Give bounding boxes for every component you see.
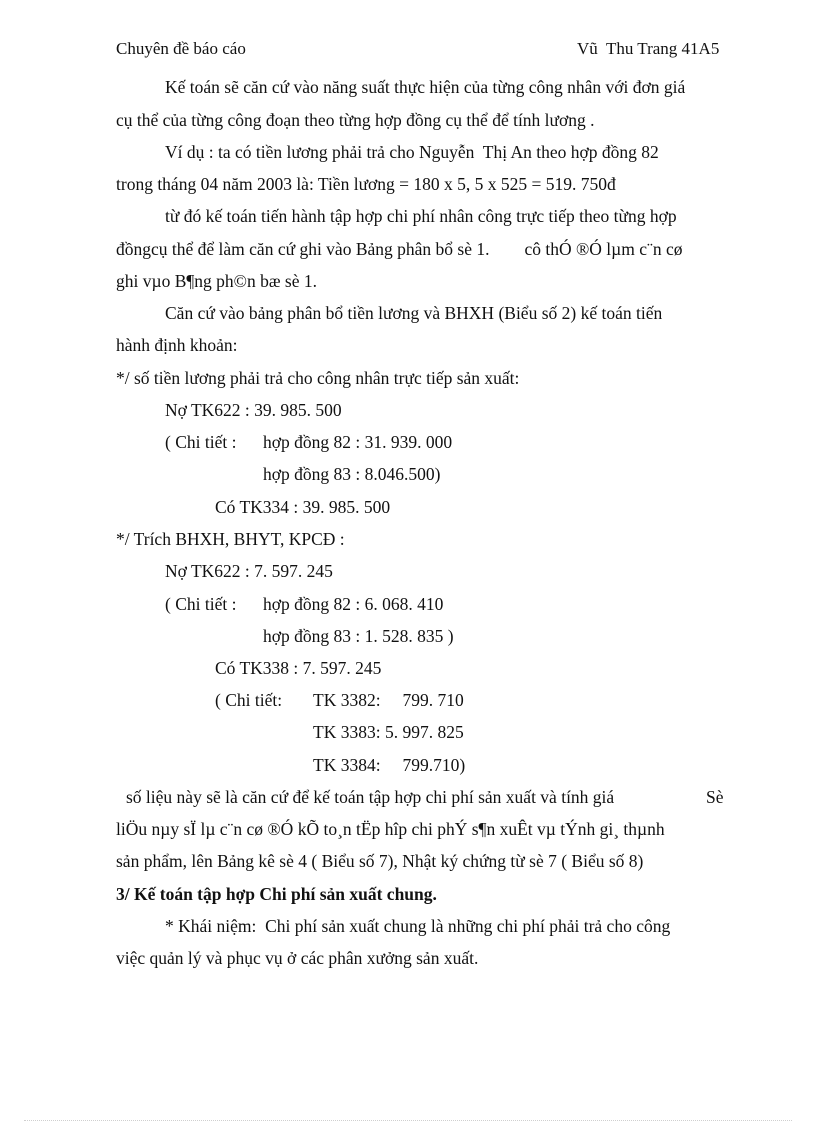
section-heading: 3/ Kế toán tập hợp Chi phí sản xuất chung. xyxy=(116,884,437,904)
paragraph-line: Ví dụ : ta có tiền lương phải trả cho Nguyễn Thị An theo hợp đồng 82 xyxy=(165,142,659,162)
paragraph-line: số liệu này sẽ là căn cứ để kế toán tập hợp chi phí sản xuất và tính giá xyxy=(126,787,615,807)
paragraph-line: cụ thể của từng công đoạn theo từng hợp đồng cụ thể để tính lương . xyxy=(116,110,595,130)
paragraph-line: * Khái niệm: Chi phí sản xuất chung là những chi phí phải trả cho công xyxy=(165,916,671,936)
paragraph-line: sản phẩm, lên Bảng kê sè 4 ( Biểu số 7), Nhật ký chứng từ sè 7 ( Biểu số 8) xyxy=(116,851,644,871)
detail-line: hợp đồng 82 : 31. 939. 000 xyxy=(263,432,453,452)
section-title: */ số tiền lương phải trả cho công nhân trực tiếp sản xuất: xyxy=(116,368,520,388)
detail-label: ( Chi tiết: xyxy=(215,690,283,710)
paragraph-line: ghi vµo B¶ng ph©n bæ sè 1. xyxy=(116,271,317,291)
credit-entry: Có TK338 : 7. 597. 245 xyxy=(215,658,382,678)
paragraph-line: từ đó kế toán tiến hành tập hợp chi phí nhân công trực tiếp theo từng hợp xyxy=(165,206,677,226)
detail-line: hợp đồng 82 : 6. 068. 410 xyxy=(263,594,444,614)
paragraph-line: việc quản lý và phục vụ ở các phân xưởng sản xuất. xyxy=(116,948,479,968)
page-bottom-rule xyxy=(24,1120,792,1121)
detail-line: TK 3382: 799. 710 xyxy=(313,690,464,710)
section-title: */ Trích BHXH, BHYT, KPCĐ : xyxy=(116,529,345,549)
paragraph-line-tail: Sè xyxy=(706,787,724,807)
paragraph-line: đồngcụ thể để làm căn cứ ghi vào Bảng phân bổ sè 1. cô thÓ ®Ó lµm c¨n cø xyxy=(116,239,683,259)
debit-entry: Nợ TK622 : 7. 597. 245 xyxy=(165,561,333,581)
detail-label: ( Chi tiết : xyxy=(165,594,237,614)
detail-line: hợp đồng 83 : 1. 528. 835 ) xyxy=(263,626,454,646)
header-left: Chuyên đề báo cáo xyxy=(116,39,246,58)
paragraph-line: Căn cứ vào bảng phân bổ tiền lương và BHXH (Biểu số 2) kế toán tiến xyxy=(165,303,663,323)
paragraph-line: Kế toán sẽ căn cứ vào năng suất thực hiện của từng công nhân với đơn giá xyxy=(165,77,686,97)
paragraph-line: hành định khoản: xyxy=(116,335,238,355)
debit-entry: Nợ TK622 : 39. 985. 500 xyxy=(165,400,342,420)
paragraph-line: liÖu nµy sÏ lµ c¨n cø ®Ó kÕ to¸n tËp hîp chi phÝ s¶n xuÊt vµ tÝnh gi¸ thµnh xyxy=(116,819,665,839)
header-right: Vũ Thu Trang 41A5 xyxy=(577,39,720,58)
paragraph-line: trong tháng 04 năm 2003 là: Tiền lương = 180 x 5, 5 x 525 = 519. 750đ xyxy=(116,174,616,194)
detail-line: TK 3384: 799.710) xyxy=(313,755,466,775)
credit-entry: Có TK334 : 39. 985. 500 xyxy=(215,497,391,517)
detail-line: TK 3383: 5. 997. 825 xyxy=(313,722,464,742)
detail-label: ( Chi tiết : xyxy=(165,432,237,452)
detail-line: hợp đồng 83 : 8.046.500) xyxy=(263,464,441,484)
